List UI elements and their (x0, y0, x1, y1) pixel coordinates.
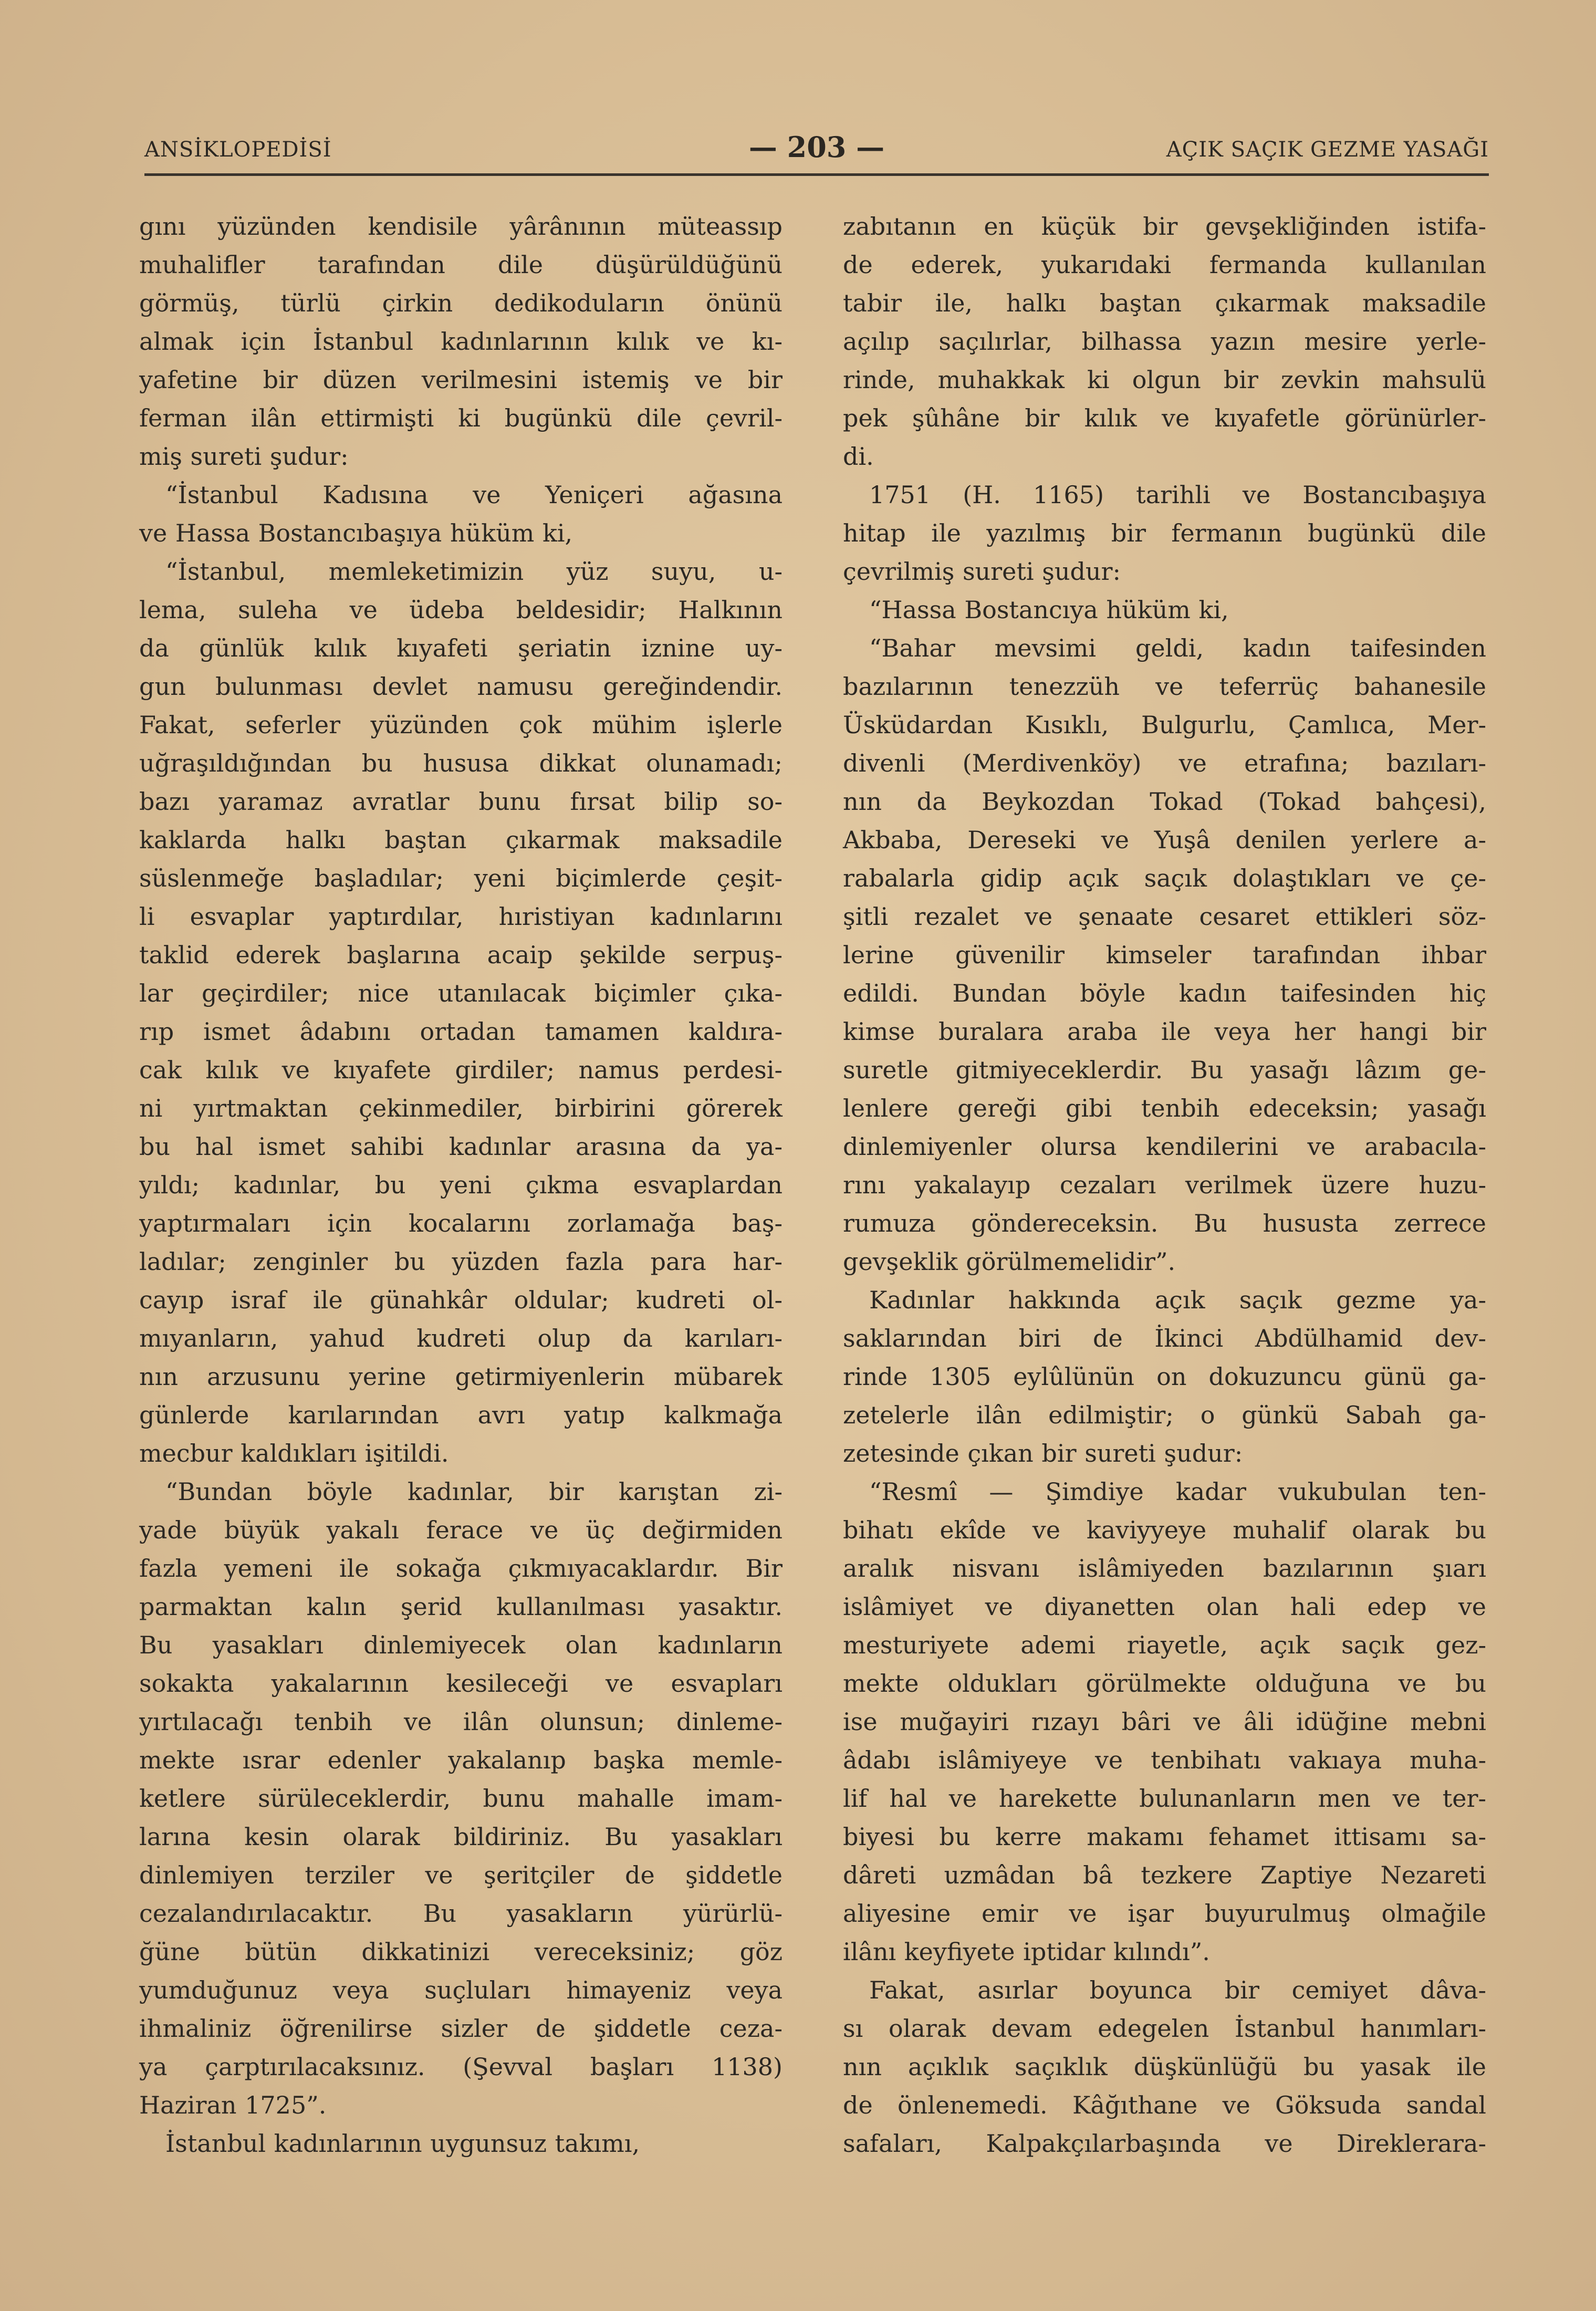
text-line: “Resmî — Şimdiye kadar vukubulan ten- (869, 1477, 1486, 1506)
text-line: mekte ısrar edenler yakalanıp başka memle- (139, 1746, 783, 1774)
text-line: Üsküdardan Kısıklı, Bulgurlu, Çamlıca, Mer- (843, 711, 1486, 739)
text-line: de önlenemedi. Kâğıthane ve Göksuda sandal (843, 2091, 1486, 2119)
text-line: de ederek, yukarıdaki fermanda kullanılan (843, 251, 1486, 279)
text-line: yumduğunuz veya suçluları himayeniz veya (139, 1976, 783, 2004)
text-line: lar geçirdiler; nice utanılacak biçimler çıka- (139, 979, 783, 1007)
left-column (139, 207, 783, 2163)
text-line: rinde 1305 eylûlünün on dokuzuncu günü ga- (843, 1362, 1486, 1391)
text-line: ilânı keyfiyete iptidar kılındı”. (843, 1938, 1210, 1966)
text-line: Fakat, asırlar boyunca bir cemiyet dâva- (869, 1976, 1486, 2004)
text-line: ya çarptırılacaksınız. (Şevval başları 1138) (139, 2053, 783, 2081)
text-line: gevşeklik görülmemelidir”. (843, 1247, 1176, 1276)
text-line: da günlük kılık kıyafeti şeriatin iznine uy- (139, 634, 783, 662)
text-line: suretle gitmiyeceklerdir. Bu yasağı lâzım ge- (843, 1056, 1486, 1084)
text-line: lema, suleha ve üdeba beldesidir; Halkının (139, 596, 783, 624)
text-line: bu hal ismet sahibi kadınlar arasına da ya- (139, 1132, 783, 1161)
text-line: bihatı ekîde ve kaviyyeye muhalif olarak bu (843, 1516, 1486, 1544)
text-line: cezalandırılacaktır. Bu yasakların yürürlü- (139, 1899, 783, 1928)
text-line: Akbaba, Dereseki ve Yuşâ denilen yerlere a- (843, 826, 1486, 854)
text-line: bazı yaramaz avratlar bunu fırsat bilip so- (139, 787, 783, 816)
text-line: 1751 (H. 1165) tarihli ve Bostancıbaşıya (869, 481, 1486, 509)
text-line: cayıp israf ile günahkâr oldular; kudreti ol- (139, 1286, 783, 1314)
text-line: ni yırtmaktan çekinmediler, birbirini görerek (139, 1094, 783, 1122)
text-line: tabir ile, halkı baştan çıkarmak maksadile (843, 289, 1486, 317)
text-line: dâreti uzmâdan bâ tezkere Zaptiye Nezareti (843, 1861, 1486, 1889)
text-line: Fakat, seferler yüzünden çok mühim işlerle (139, 711, 783, 739)
text-line: ketlere sürüleceklerdir, bunu mahalle imam- (139, 1784, 783, 1813)
text-line: safaları, Kalpakçılarbaşında ve Direklerara- (843, 2129, 1486, 2158)
text-line: “Bundan böyle kadınlar, bir karıştan zi- (165, 1477, 783, 1506)
text-line: cak kılık ve kıyafete girdiler; namus perdesi- (139, 1056, 783, 1084)
text-line: uğraşıldığından bu hususa dikkat olunamadı; (139, 749, 783, 777)
text-line: günlerde karılarından avrı yatıp kalkmağa (139, 1401, 783, 1429)
text-line: “İstanbul Kadısına ve Yeniçeri ağasına (165, 481, 783, 509)
text-line: kaklarda halkı baştan çıkarmak maksadile (139, 826, 783, 854)
text-line: hitap ile yazılmış bir fermanın bugünkü dile (843, 519, 1486, 547)
text-line: islâmiyet ve diyanetten olan hali edep ve (843, 1592, 1486, 1621)
text-line: yade büyük yakalı ferace ve üç değirmiden (139, 1516, 783, 1544)
text-line: aliyesine emir ve işar buyurulmuş olmağile (843, 1899, 1486, 1928)
text-line: kimse buralara araba ile veya her hangi bir (843, 1017, 1486, 1046)
text-line: ğüne bütün dikkatinizi vereceksiniz; göz (139, 1938, 783, 1966)
text-line: lif hal ve harekette bulunanların men ve ter- (843, 1784, 1486, 1813)
text-line: lerine güvenilir kimseler tarafından ihbar (843, 941, 1486, 969)
text-line: edildi. Bundan böyle kadın taifesinden hiç (843, 979, 1486, 1007)
right-column (843, 207, 1486, 2163)
text-line: saklarından biri de İkinci Abdülhamid dev- (843, 1324, 1486, 1352)
text-line: parmaktan kalın şerid kullanılması yasaktır. (139, 1592, 783, 1621)
text-line: nın arzusunu yerine getirmiyenlerin mübarek (139, 1362, 783, 1391)
text-line: ise muğayiri rızayı bâri ve âli idüğine mebni (843, 1708, 1486, 1736)
text-line: yafetine bir düzen verilmesini istemiş ve bir (139, 366, 783, 394)
text-line: miş sureti şudur: (139, 442, 349, 471)
text-line: yırtılacağı tenbih ve ilân olunsun; dinleme- (139, 1708, 783, 1736)
text-line: ihmaliniz öğrenilirse sizler de şiddetle ceza- (139, 2014, 783, 2043)
text-line: ladılar; zenginler bu yüzden fazla para har- (139, 1247, 783, 1276)
text-line: ve Hassa Bostancıbaşıya hüküm ki, (139, 519, 573, 547)
text-line: görmüş, türlü çirkin dedikoduların önünü (139, 289, 783, 317)
header-book-title: ANSİKLOPEDİSİ (144, 138, 332, 162)
text-line: şitli rezalet ve şenaate cesaret ettikleri söz- (843, 902, 1486, 931)
text-line: rıp ismet âdabını ortadan tamamen kaldıra- (139, 1017, 783, 1046)
text-line: âdabı islâmiyeye ve tenbihatı vakıaya muha- (843, 1746, 1486, 1774)
text-line: rını yakalayıp cezaları verilmek üzere huzu- (843, 1171, 1486, 1199)
text-line: Bu yasakları dinlemiyecek olan kadınların (139, 1631, 783, 1659)
text-line: İstanbul kadınlarının uygunsuz takımı, (165, 2129, 640, 2158)
text-line: Kadınlar hakkında açık saçık gezme ya- (869, 1286, 1486, 1314)
text-line: fazla yemeni ile sokağa çıkmıyacaklardır. Bir (139, 1554, 783, 1583)
text-line: dinlemiyen terziler ve şeritçiler de şiddetle (139, 1861, 783, 1889)
running-header (144, 130, 1489, 167)
text-line: yıldı; kadınlar, bu yeni çıkma esvaplardan (139, 1171, 783, 1199)
text-line: sı olarak devam edegelen İstanbul hanımları- (843, 2014, 1486, 2043)
text-line: mekte oldukları görülmekte olduğuna ve bu (843, 1669, 1486, 1698)
text-line: sokakta yakalarının kesileceği ve esvapları (139, 1669, 783, 1698)
text-line: çevrilmiş sureti şudur: (843, 557, 1121, 586)
text-line: larına kesin olarak bildiriniz. Bu yasakları (139, 1823, 783, 1851)
text-line: divenli (Merdivenköy) ve etrafına; bazıları- (843, 749, 1486, 777)
text-line: mecbur kaldıkları işitildi. (139, 1439, 449, 1467)
text-line: mesturiyete ademi riayetle, açık saçık gez- (843, 1631, 1486, 1659)
text-line: pek şûhâne bir kılık ve kıyafetle görünürler- (843, 404, 1486, 432)
text-line: lenlere gereği gibi tenbih edeceksin; yasağı (843, 1094, 1486, 1122)
header-rule (144, 173, 1489, 176)
header-section-title: AÇIK SAÇIK GEZME YASAĞI (1166, 138, 1489, 162)
text-line: almak için İstanbul kadınlarının kılık ve kı- (139, 327, 783, 356)
text-line: taklid ederek başlarına acaip şekilde serpuş- (139, 941, 783, 969)
text-line: di. (843, 442, 874, 471)
text-line: nın açıklık saçıklık düşkünlüğü bu yasak ile (843, 2053, 1486, 2081)
text-line: dinlemiyenler olursa kendilerini ve arabacıla- (843, 1132, 1486, 1161)
text-line: “Hassa Bostancıya hüküm ki, (869, 596, 1229, 624)
text-line: gını yüzünden kendisile yârânının müteassıp (139, 212, 783, 241)
text-line: yaptırmaları için kocalarını zorlamağa baş- (139, 1209, 783, 1237)
text-line: “Bahar mevsimi geldi, kadın taifesinden (869, 634, 1486, 662)
text-line: açılıp saçılırlar, bilhassa yazın mesire yerle- (843, 327, 1486, 356)
text-line: zetesinde çıkan bir sureti şudur: (843, 1439, 1243, 1467)
text-line: zetelerle ilân edilmiştir; o günkü Sabah ga- (843, 1401, 1486, 1429)
text-line: nın da Beykozdan Tokad (Tokad bahçesi), (843, 787, 1486, 816)
text-line: ferman ilân ettirmişti ki bugünkü dile çevril- (139, 404, 783, 432)
text-line: rumuza göndereceksin. Bu hususta zerrece (843, 1209, 1486, 1237)
text-line: mıyanların, yahud kudreti olup da karıları- (139, 1324, 783, 1352)
text-line: muhalifler tarafından dile düşürüldüğünü (139, 251, 783, 279)
page-number: — 203 — (748, 130, 885, 164)
text-line: biyesi bu kerre makamı fehamet ittisamı sa- (843, 1823, 1486, 1851)
text-line: bazılarının tenezzüh ve teferrüç bahanesile (843, 672, 1486, 701)
text-line: li esvaplar yaptırdılar, hıristiyan kadınlarını (139, 902, 783, 931)
text-line: Haziran 1725”. (139, 2091, 327, 2119)
text-line: rabalarla gidip açık saçık dolaştıkları ve çe- (843, 864, 1486, 892)
text-line: süslenmeğe başladılar; yeni biçimlerde çeşit- (139, 864, 783, 892)
text-line: zabıtanın en küçük bir gevşekliğinden istifa- (843, 212, 1486, 241)
text-line: rinde, muhakkak ki olgun bir zevkin mahsulü (843, 366, 1486, 394)
text-line: gun bulunması devlet namusu gereğindendir. (139, 672, 783, 701)
text-line: “İstanbul, memleketimizin yüz suyu, u- (165, 557, 783, 586)
text-line: aralık nisvanı islâmiyeden bazılarının şıarı (843, 1554, 1486, 1583)
